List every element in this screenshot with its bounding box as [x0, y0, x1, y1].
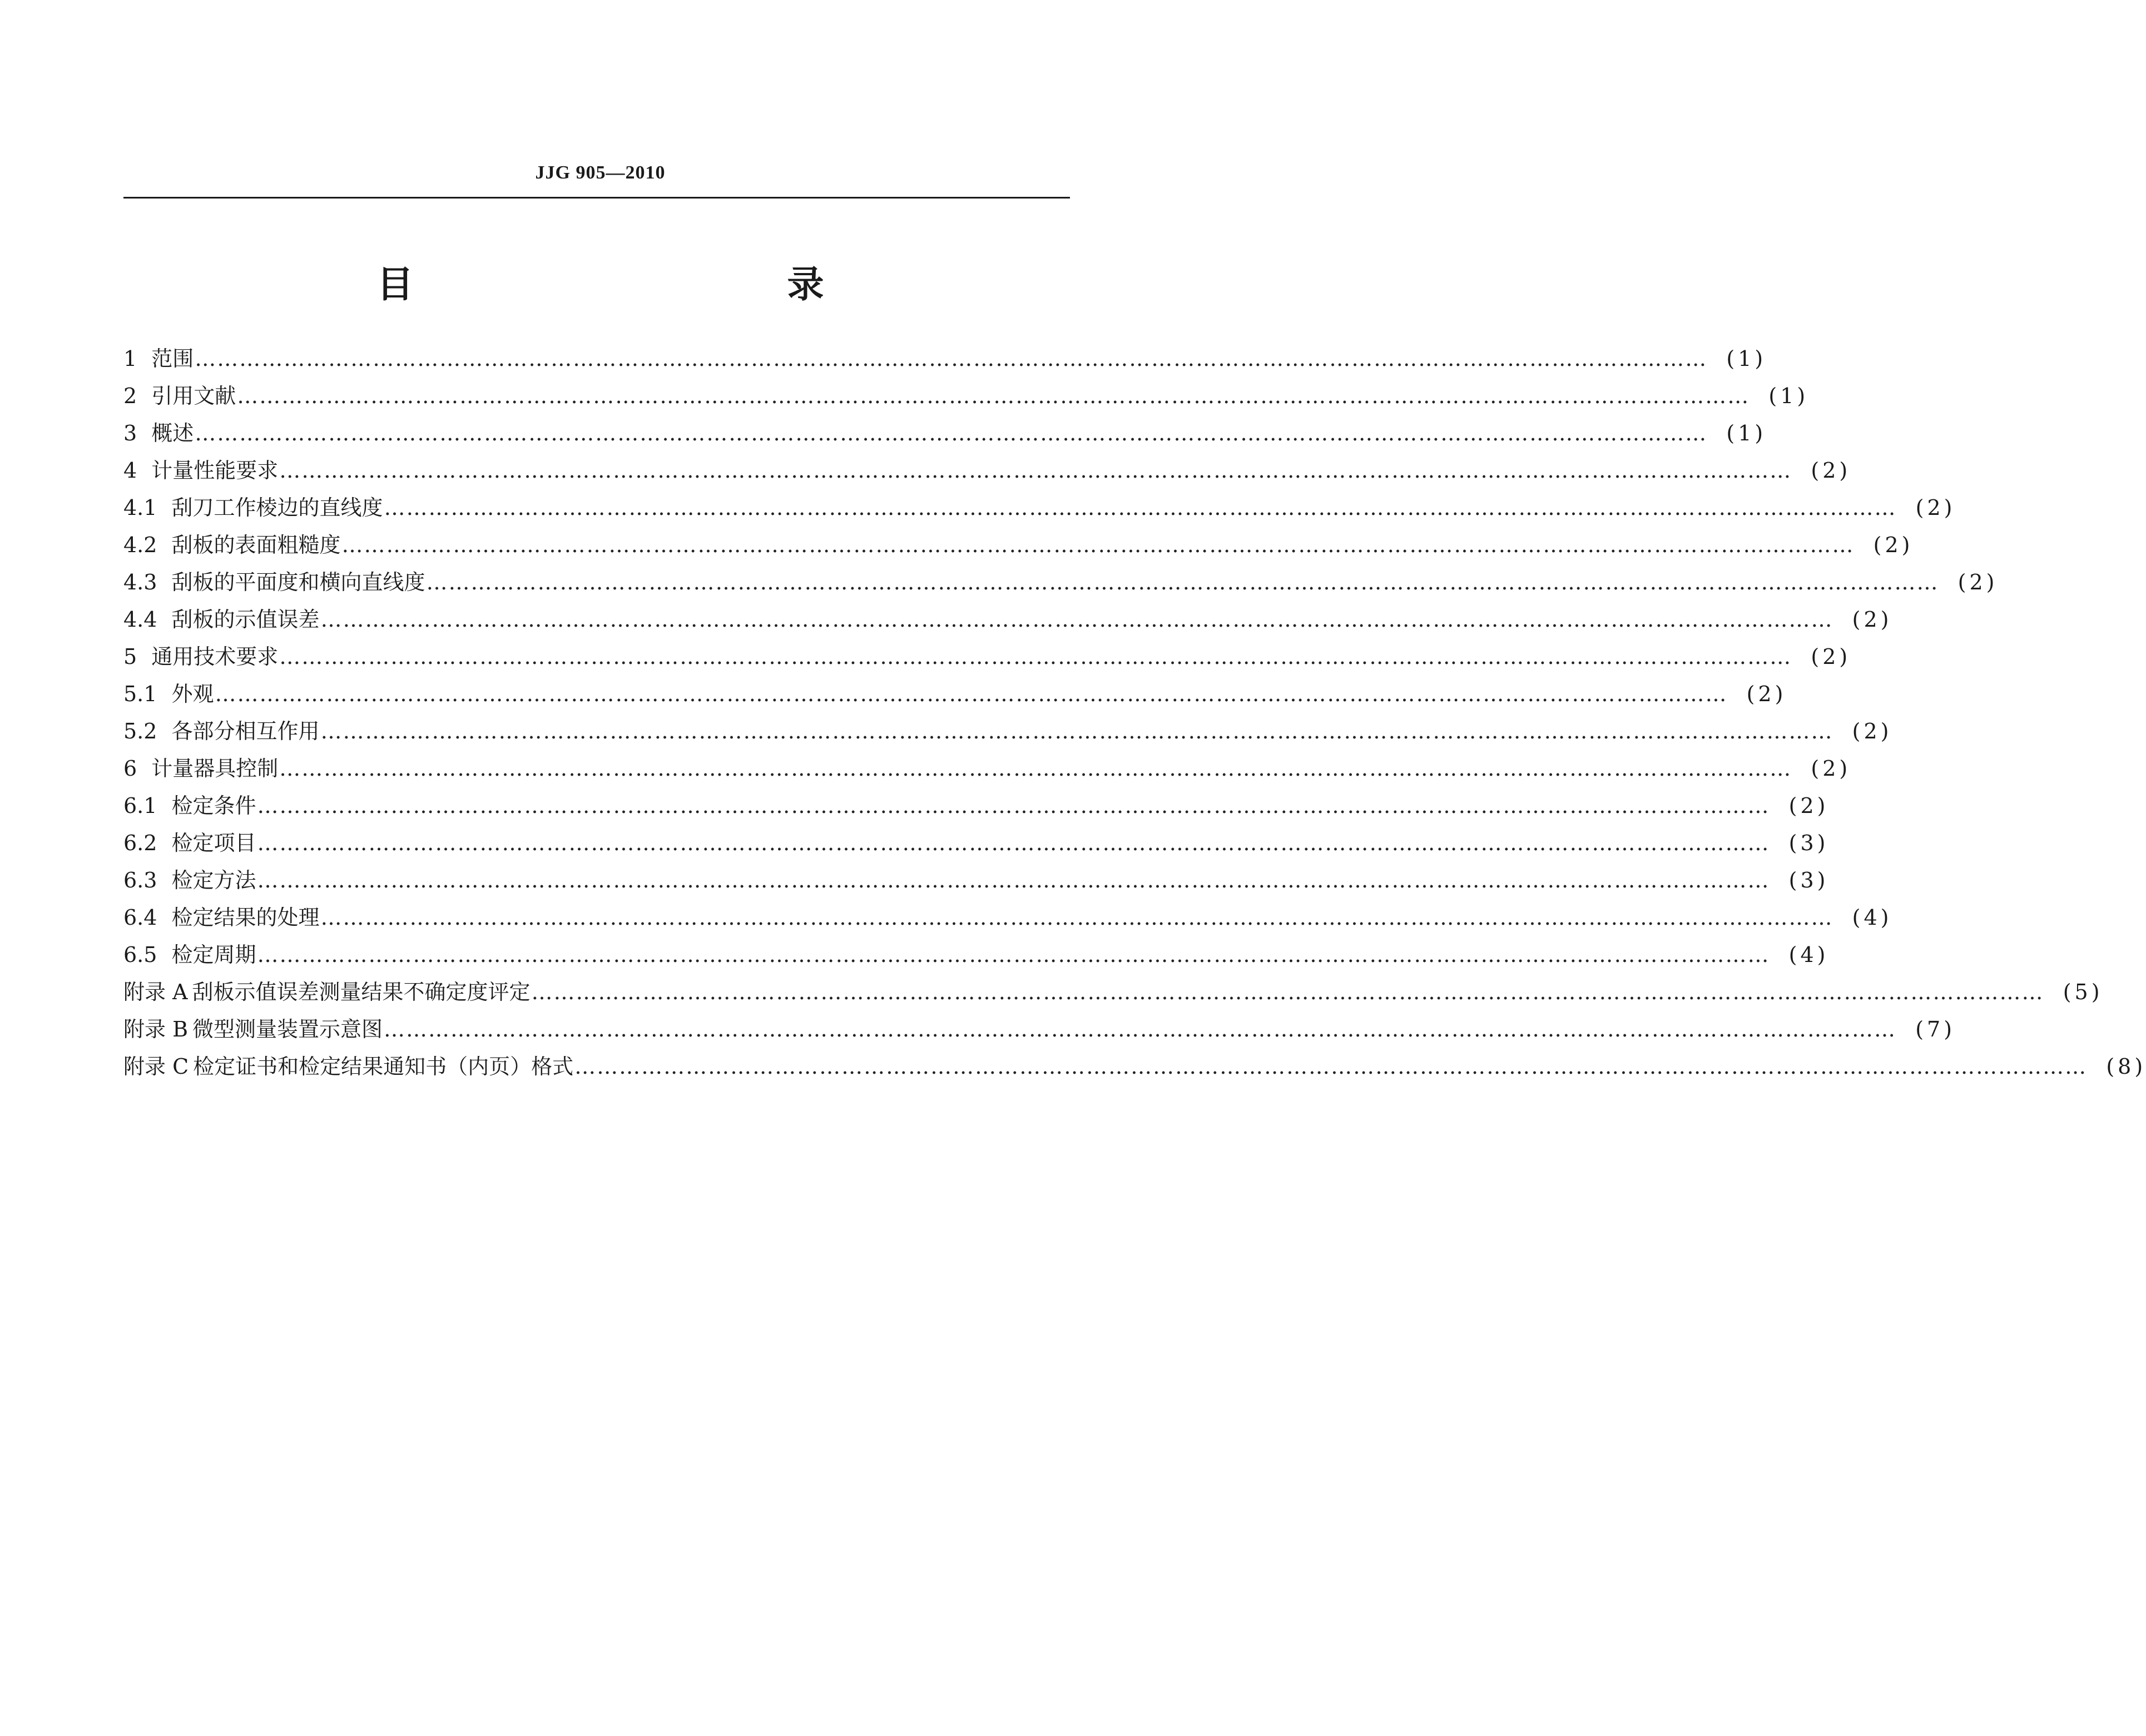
toc-leader-dots: ……………………………………………………………………………………………………………………………………………………………………………………	[257, 868, 1770, 892]
toc-entry-page: (1)	[1726, 421, 1767, 445]
toc-list	[123, 340, 2146, 1085]
toc-title: 目 录	[376, 263, 924, 306]
toc-entry-number: 4	[123, 458, 137, 483]
toc-leader-dots: ……………………………………………………………………………………………………………………………………………………………………………………	[279, 644, 1792, 669]
toc-leader-dots: ……………………………………………………………………………………………………………………………………………………………………………………	[320, 905, 1833, 930]
toc-entry-page: (2)	[1915, 495, 1956, 520]
toc-entry-title: 检定项目	[171, 831, 256, 855]
toc-entry-page: (2)	[1788, 793, 1829, 818]
toc-entry-number: 3	[123, 421, 137, 445]
toc-leader-dots: ……………………………………………………………………………………………………………………………………………………………………………………	[237, 384, 1750, 408]
toc-entry[interactable]	[123, 750, 1851, 787]
toc-entry-number: 5.1	[123, 682, 157, 706]
toc-leader-dots: ……………………………………………………………………………………………………………………………………………………………………………………	[320, 719, 1833, 743]
toc-entry-title: 刮板的示值误差	[171, 607, 320, 632]
toc-entry[interactable]	[123, 378, 1809, 415]
toc-entry-page: (3)	[1788, 868, 1829, 892]
toc-leader-dots: ……………………………………………………………………………………………………………………………………………………………………………………	[257, 831, 1770, 855]
toc-entry-page: (5)	[2063, 980, 2103, 1004]
toc-entry[interactable]	[123, 899, 1892, 936]
toc-entry[interactable]	[123, 936, 1829, 974]
toc-leader-dots: ……………………………………………………………………………………………………………………………………………………………………………………	[574, 1054, 2088, 1079]
toc-entry-title: 检定方法	[171, 868, 256, 892]
toc-entry-page: (2)	[1811, 756, 1851, 781]
toc-entry-page: (1)	[1726, 346, 1767, 371]
toc-leader-dots: ……………………………………………………………………………………………………………………………………………………………………………………	[195, 421, 1708, 445]
toc-leader-dots: ……………………………………………………………………………………………………………………………………………………………………………………	[195, 346, 1708, 371]
toc-entry-number: 4.4	[123, 607, 157, 632]
toc-entry-page: (4)	[1788, 943, 1829, 967]
toc-entry-title: 外观	[171, 682, 214, 706]
toc-entry[interactable]	[123, 452, 1851, 489]
toc-entry-page: (8)	[2106, 1054, 2146, 1079]
toc-entry-page: (2)	[1811, 644, 1851, 669]
toc-entry-title: 概述	[151, 421, 194, 445]
toc-entry-title: 刮板的平面度和横向直线度	[171, 570, 425, 594]
toc-leader-dots: ……………………………………………………………………………………………………………………………………………………………………………………	[257, 793, 1770, 818]
toc-leader-dots: ……………………………………………………………………………………………………………………………………………………………………………………	[341, 533, 1855, 557]
toc-entry[interactable]	[123, 676, 1787, 713]
toc-leader-dots: ……………………………………………………………………………………………………………………………………………………………………………………	[426, 570, 1939, 594]
document-code: JJG 905—2010	[535, 162, 666, 183]
toc-entry-appendix[interactable]	[123, 974, 2103, 1011]
toc-entry-title: 检定周期	[171, 943, 256, 967]
header-rule	[123, 197, 1070, 199]
toc-entry-page: (1)	[1768, 384, 1809, 408]
toc-entry[interactable]	[123, 787, 1829, 825]
toc-leader-dots: ……………………………………………………………………………………………………………………………………………………………………………………	[384, 495, 1897, 520]
toc-entry-page: (2)	[1746, 682, 1787, 706]
toc-leader-dots: ……………………………………………………………………………………………………………………………………………………………………………………	[215, 682, 1728, 706]
toc-leader-dots: ……………………………………………………………………………………………………………………………………………………………………………………	[279, 458, 1792, 483]
toc-entry-title: 范围	[151, 346, 194, 371]
toc-entry-title: 检定证书和检定结果通知书（内页）格式	[193, 1054, 574, 1079]
toc-entry-title: 引用文献	[151, 384, 236, 408]
toc-entry-number: 附录 A	[123, 980, 188, 1004]
toc-leader-dots: ……………………………………………………………………………………………………………………………………………………………………………………	[531, 980, 2044, 1004]
toc-leader-dots: ……………………………………………………………………………………………………………………………………………………………………………………	[384, 1017, 1897, 1041]
toc-entry-number: 6.1	[123, 793, 157, 818]
toc-entry-number: 附录 C	[123, 1054, 189, 1079]
toc-entry-title: 刮板示值误差测量结果不确定度评定	[192, 980, 531, 1004]
toc-entry-title: 检定结果的处理	[171, 905, 320, 930]
toc-entry-number: 4.1	[123, 495, 157, 520]
toc-entry-appendix[interactable]	[123, 1048, 2146, 1085]
toc-entry-appendix[interactable]	[123, 1011, 1956, 1048]
toc-entry-number: 6.2	[123, 831, 157, 855]
toc-entry-page: (2)	[1852, 607, 1892, 632]
toc-entry-number: 6.3	[123, 868, 157, 892]
toc-entry-title: 计量性能要求	[151, 458, 279, 483]
toc-entry[interactable]	[123, 527, 1914, 564]
toc-entry[interactable]	[123, 564, 1998, 601]
toc-entry-number: 4.3	[123, 570, 157, 594]
toc-entry[interactable]	[123, 340, 1767, 378]
toc-entry-title: 各部分相互作用	[171, 719, 320, 743]
toc-entry[interactable]	[123, 489, 1956, 527]
toc-entry-title: 微型测量装置示意图	[192, 1017, 383, 1041]
toc-entry[interactable]	[123, 638, 1851, 676]
toc-entry-number: 1	[123, 346, 137, 371]
toc-entry-page: (2)	[1852, 719, 1892, 743]
toc-entry-page: (3)	[1788, 831, 1829, 855]
toc-entry[interactable]	[123, 862, 1829, 899]
toc-entry-page: (7)	[1915, 1017, 1956, 1041]
toc-leader-dots: ……………………………………………………………………………………………………………………………………………………………………………………	[257, 943, 1770, 967]
toc-entry[interactable]	[123, 601, 1892, 638]
toc-entry-title: 刮板的表面粗糙度	[171, 533, 341, 557]
toc-entry-title: 计量器具控制	[151, 756, 279, 781]
toc-entry-number: 2	[123, 384, 137, 408]
toc-entry-number: 6.4	[123, 905, 157, 930]
toc-entry-number: 5	[123, 644, 137, 669]
toc-entry[interactable]	[123, 825, 1829, 862]
toc-entry-page: (4)	[1852, 905, 1892, 930]
toc-entry-page: (2)	[1957, 570, 1998, 594]
toc-entry-title: 通用技术要求	[151, 644, 279, 669]
toc-entry-number: 6	[123, 756, 137, 781]
toc-entry[interactable]	[123, 713, 1892, 750]
toc-leader-dots: ……………………………………………………………………………………………………………………………………………………………………………………	[320, 607, 1833, 632]
toc-entry-title: 刮刀工作棱边的直线度	[171, 495, 383, 520]
toc-entry-number: 4.2	[123, 533, 157, 557]
toc-entry-number: 附录 B	[123, 1017, 189, 1041]
toc-entry-page: (2)	[1811, 458, 1851, 483]
toc-leader-dots: ……………………………………………………………………………………………………………………………………………………………………………………	[279, 756, 1792, 781]
toc-entry-number: 6.5	[123, 943, 157, 967]
toc-entry-number: 5.2	[123, 719, 157, 743]
toc-entry-page: (2)	[1873, 533, 1914, 557]
toc-entry-title: 检定条件	[171, 793, 256, 818]
toc-entry[interactable]	[123, 415, 1767, 452]
